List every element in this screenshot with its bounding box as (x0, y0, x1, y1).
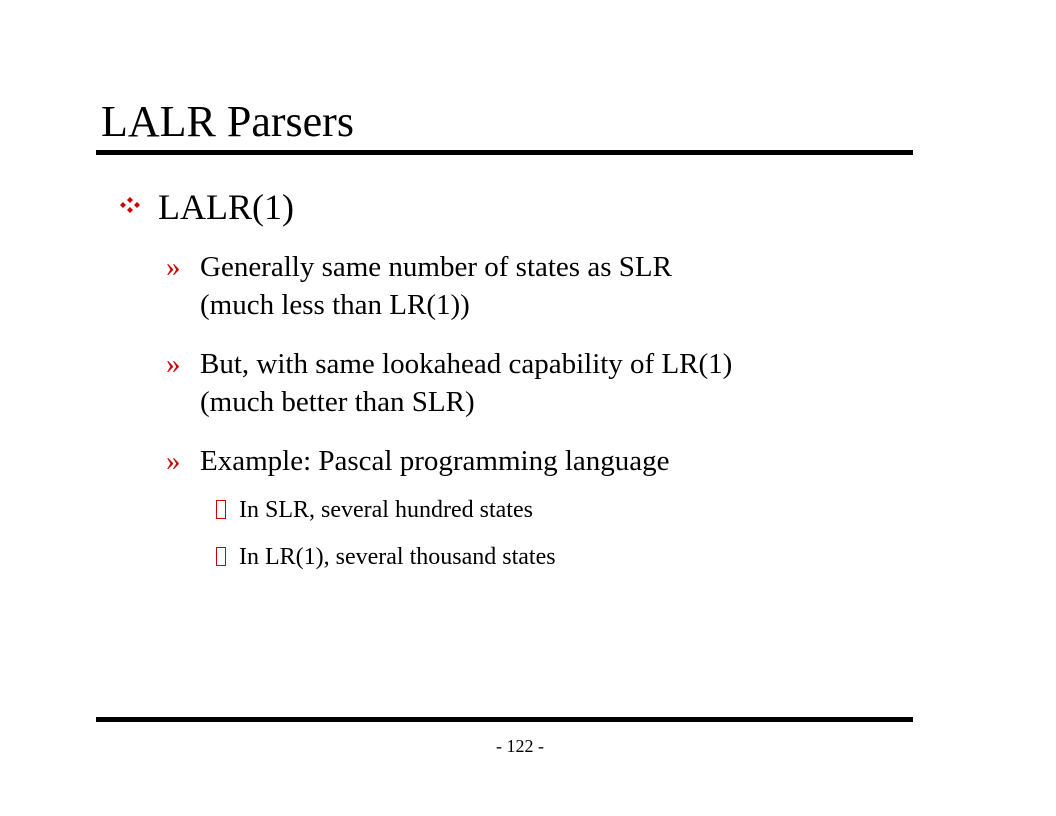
footer-divider (96, 717, 913, 722)
four-diamond-bullet-icon (120, 197, 140, 213)
sub-bullet-text (200, 345, 732, 421)
page-number: - 122 - (496, 736, 544, 756)
sub-bullet-line: (much less than LR(1)) (200, 289, 470, 321)
title-divider (96, 150, 913, 155)
sub-bullet-text (200, 248, 672, 324)
sub-bullet-line: Generally same number of states as SLR (200, 251, 672, 283)
hollow-box-bullet-icon (216, 547, 226, 566)
chevron-bullet-icon: » (166, 251, 181, 283)
sub-bullet-text (200, 442, 670, 480)
sub-sub-bullet-text: In SLR, several hundred states (239, 497, 533, 523)
sub-bullet-line: Example: Pascal programming language (200, 445, 670, 477)
slide-title: LALR Parsers (101, 97, 354, 146)
sub-bullet-line: But, with same lookahead capability of LR(1) (200, 348, 733, 380)
sub-bullet-line: (much better than SLR) (200, 386, 475, 418)
bullet-lalr1: LALR(1) (158, 187, 294, 227)
sub-sub-bullet-text: In LR(1), several thousand states (239, 544, 556, 570)
chevron-bullet-icon: » (166, 348, 181, 380)
chevron-bullet-icon: » (166, 445, 181, 477)
hollow-box-bullet-icon (216, 500, 226, 519)
